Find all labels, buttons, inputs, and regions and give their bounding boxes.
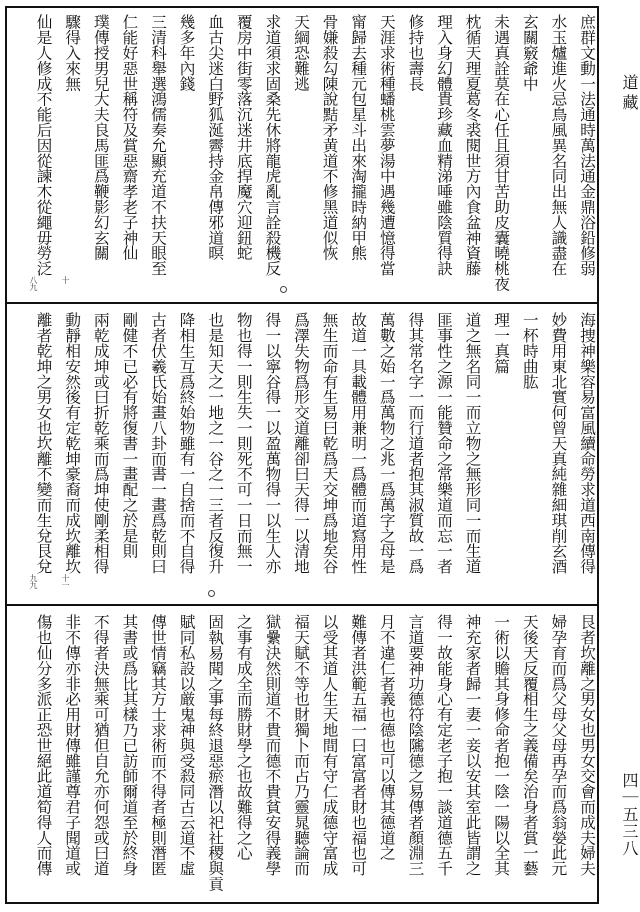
text-column: 得一以寧谷得一以盈萬物得一以生人亦: [263, 312, 282, 574]
text-column: 福天賦不等也財獨卜而占乃靈晁聽論而: [292, 614, 310, 876]
text-column: 其書或爲比其樣乃已訪師爾道至於終身: [120, 614, 139, 876]
text-column: 艮者坎離之男女也男女交會而成夫婦夫: [578, 614, 596, 876]
text-column: 傳世情竊其方士求術而不得者極則潛匿: [149, 614, 167, 876]
text-column: 血古尖迷白野狐涎霽持金帛傳邪道暝: [206, 14, 225, 261]
text-column: 固執易聞之事每終退惡瘀潛以祀社稷與貢: [206, 614, 225, 892]
folio-mark: 十: [61, 276, 70, 283]
text-column: 降相生互爲終始物雖有一自捨而不自得: [177, 312, 196, 574]
text-column: 也是知天之一地之一谷之一三者反復升: [206, 312, 225, 574]
text-column: 驟得入來無: [63, 14, 82, 91]
text-column: 難傳者洪範五福一曰富富者財也福也可: [349, 614, 368, 876]
folio-mark: 八九: [29, 276, 38, 290]
folio-mark: 十一: [61, 574, 70, 588]
folio-mark: 九九: [29, 574, 38, 588]
text-column: 離者乾坤之男女也坎離不變而生兌艮兌: [34, 312, 53, 574]
text-column: 未遇真詮莫在心任且須甘苦助皮囊曉桃夜: [492, 14, 511, 292]
text-column: 月不違仁者義也德也可以傳其德道之: [377, 614, 396, 861]
text-column: 物也得一則生失一則死不可一日而無一: [234, 312, 253, 574]
text-column: 仙是人修成不能后因從諫木從繩毋勞泛: [34, 14, 53, 276]
text-column: 故道一具載體用兼明一爲體而道寫用性: [349, 312, 368, 574]
text-column: 萬數之始一爲萬物之兆一爲萬字之母是: [377, 312, 396, 574]
sidebar-page-number: 四｜五三八: [620, 772, 639, 857]
text-column: 一術以贍其身修命者抱一陰一陽以全其: [492, 614, 511, 876]
section-divider-1: [5, 302, 599, 304]
text-column: 玄關竅爺中: [520, 14, 539, 91]
text-column: 理一真篇: [492, 312, 511, 374]
text-column: 以受其道人生天地間有守仁成德守富成: [320, 614, 339, 876]
text-column: 甯歸去種元包星斗出來淘攏時納甲熊: [349, 14, 368, 261]
text-column: 兩乾成坤或曰折乾乘而爲坤使剛柔相得: [91, 312, 110, 574]
text-column: 枕循天理夏葛冬裘閱世方內食盆神資藤: [463, 14, 482, 276]
circle-mark-icon: [280, 286, 287, 293]
circle-mark-icon: [208, 590, 215, 597]
text-column: 得一故能身心有定老子抱一談道德五千: [435, 614, 453, 876]
text-column: 仁能好惡世稱符及賞惡齋孝老子神仙: [120, 14, 139, 261]
text-column: 言道要神功德符陰隲德之易傳者顏淵三: [406, 614, 425, 876]
text-column: 獄纍決然則道不貴而德不貴貧安得義學: [263, 614, 282, 876]
text-column: 爲澤失物爲形交道離卻曰天得一以清地: [292, 312, 310, 574]
section-divider-2: [5, 604, 599, 606]
text-column: 一杯時曲肱: [520, 312, 539, 389]
text-column: 非不傳亦非必用財傳雖謹尊君子聞道或: [63, 614, 82, 876]
text-column: 理入身幻體貴珍藏血精涕唾雖陰質得訣: [435, 14, 453, 276]
text-column: 天綱恐難逃: [292, 14, 310, 91]
text-column: 古者伏羲氏始畫八卦而書一畫爲乾則曰: [149, 312, 167, 574]
text-column: 覆房中街零落沉迷井底捍魔穴迎鈕蛇: [234, 14, 253, 261]
text-column: 求道須求固桑先休將龍虎亂言詮殺機反: [263, 14, 282, 276]
text-column: 水玉爐進火忌鳥風異名同出無人識盡在: [549, 14, 568, 276]
text-column: 婦孕育而爲父母父母再孕而爲翁嫈此元: [549, 614, 568, 876]
text-column: 無生而命有生易曰乾爲天交坤爲地矣谷: [320, 312, 339, 574]
text-column: 道之無名同一而立物之無形同一而生道: [463, 312, 482, 574]
sidebar-title: 道藏: [620, 74, 639, 114]
text-column: 三清科舉選鴻儒奏允顯充道不扶天眼至: [149, 14, 167, 276]
text-column: 天後天反覆相生之義備矣治身者賞一藝: [520, 614, 539, 876]
text-column: 傷也仙分多派正恐世絕此道筍得人而傳: [34, 614, 53, 876]
text-column: 天涯求術種蟠桃雲夢湯中遇幾遭憶得當: [377, 14, 396, 276]
text-column: 修持也壽長: [406, 14, 425, 91]
text-column: 剛健不已必有將復書一畫配之於是則: [120, 312, 139, 559]
text-column: 之事有成全而勝財學之也故難得之心: [234, 614, 253, 861]
text-column: 妙費用東北實何曾天真純雜細琪削玄酒: [549, 312, 568, 574]
text-column: 神充家者歸一妻一妾以安其室此皆謂之: [463, 614, 482, 876]
text-column: 庶群文動一法通時萬法通金鼎浴鉛修弱: [578, 14, 596, 276]
text-column: 賦同私設以厳鬼神與受殺同古云道不虛: [177, 614, 196, 876]
text-column: 璞傳授男兒大夫良馬匪爲鞭影幻玄關: [91, 14, 110, 261]
text-column: 動靜相安然後有定乾坤豪裔而成坎離坎: [63, 312, 82, 574]
text-column: 匪事性之源一能贊命之常樂道而忘一者: [435, 312, 453, 574]
text-column: 得其常名字一而行道者抱其淑質故一爲: [406, 312, 425, 574]
text-column: 不得者決無乘可猶但自允亦何怨或曰道: [91, 614, 110, 876]
text-column: 骨嫌殺勾陳說黠矛黄道不修黑道似恢: [320, 14, 339, 261]
text-column: 海捜神樂容易富風續命勞求道西南傳得: [578, 312, 596, 574]
text-column: 幾多年內錢: [177, 14, 196, 91]
